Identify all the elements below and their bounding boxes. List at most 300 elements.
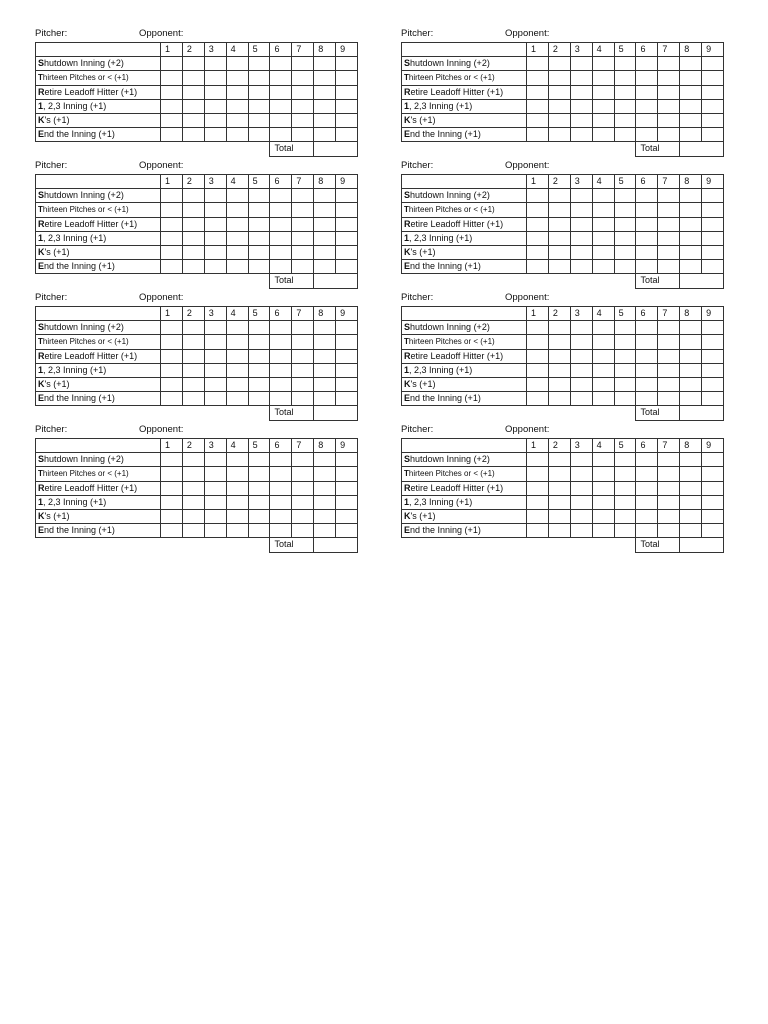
score-cell[interactable] (182, 71, 204, 85)
score-cell[interactable] (658, 85, 680, 99)
score-cell[interactable] (270, 85, 292, 99)
score-cell[interactable] (680, 349, 702, 363)
score-cell[interactable] (336, 85, 358, 99)
score-cell[interactable] (204, 481, 226, 495)
score-cell[interactable] (292, 203, 314, 217)
score-cell[interactable] (702, 128, 724, 142)
score-cell[interactable] (226, 453, 248, 467)
score-cell[interactable] (636, 453, 658, 467)
score-cell[interactable] (226, 524, 248, 538)
score-cell[interactable] (270, 99, 292, 113)
score-cell[interactable] (614, 260, 636, 274)
score-cell[interactable] (548, 128, 570, 142)
score-cell[interactable] (204, 321, 226, 335)
score-cell[interactable] (248, 128, 270, 142)
total-cell[interactable] (680, 406, 724, 420)
score-cell[interactable] (226, 231, 248, 245)
score-cell[interactable] (702, 335, 724, 349)
score-cell[interactable] (636, 128, 658, 142)
score-cell[interactable] (270, 349, 292, 363)
score-cell[interactable] (592, 363, 614, 377)
score-cell[interactable] (336, 189, 358, 203)
score-cell[interactable] (336, 509, 358, 523)
score-cell[interactable] (204, 113, 226, 127)
score-cell[interactable] (614, 71, 636, 85)
score-cell[interactable] (614, 231, 636, 245)
score-cell[interactable] (570, 57, 592, 71)
score-cell[interactable] (314, 363, 336, 377)
total-cell[interactable] (314, 142, 358, 156)
score-cell[interactable] (636, 495, 658, 509)
score-cell[interactable] (702, 99, 724, 113)
score-cell[interactable] (527, 467, 549, 481)
score-cell[interactable] (592, 245, 614, 259)
score-cell[interactable] (292, 113, 314, 127)
score-cell[interactable] (636, 85, 658, 99)
score-cell[interactable] (658, 321, 680, 335)
score-cell[interactable] (527, 335, 549, 349)
score-cell[interactable] (204, 71, 226, 85)
score-cell[interactable] (680, 453, 702, 467)
score-cell[interactable] (570, 321, 592, 335)
score-cell[interactable] (548, 321, 570, 335)
score-cell[interactable] (204, 335, 226, 349)
score-cell[interactable] (161, 99, 183, 113)
score-cell[interactable] (636, 509, 658, 523)
score-cell[interactable] (161, 189, 183, 203)
score-cell[interactable] (161, 509, 183, 523)
score-cell[interactable] (592, 128, 614, 142)
score-cell[interactable] (570, 349, 592, 363)
score-cell[interactable] (680, 377, 702, 391)
score-cell[interactable] (182, 363, 204, 377)
score-cell[interactable] (292, 453, 314, 467)
score-cell[interactable] (161, 245, 183, 259)
score-cell[interactable] (680, 245, 702, 259)
score-cell[interactable] (636, 71, 658, 85)
score-cell[interactable] (680, 203, 702, 217)
score-cell[interactable] (226, 217, 248, 231)
score-cell[interactable] (248, 509, 270, 523)
score-cell[interactable] (658, 203, 680, 217)
score-cell[interactable] (336, 57, 358, 71)
score-cell[interactable] (636, 321, 658, 335)
score-cell[interactable] (314, 481, 336, 495)
score-cell[interactable] (592, 71, 614, 85)
score-cell[interactable] (292, 99, 314, 113)
score-cell[interactable] (292, 481, 314, 495)
score-cell[interactable] (592, 509, 614, 523)
score-cell[interactable] (548, 392, 570, 406)
score-cell[interactable] (658, 349, 680, 363)
score-cell[interactable] (270, 335, 292, 349)
score-cell[interactable] (204, 189, 226, 203)
score-cell[interactable] (182, 189, 204, 203)
score-cell[interactable] (182, 245, 204, 259)
score-cell[interactable] (270, 189, 292, 203)
score-cell[interactable] (182, 260, 204, 274)
score-cell[interactable] (248, 71, 270, 85)
score-cell[interactable] (527, 203, 549, 217)
score-cell[interactable] (527, 481, 549, 495)
score-cell[interactable] (336, 453, 358, 467)
score-cell[interactable] (161, 57, 183, 71)
score-cell[interactable] (548, 524, 570, 538)
score-cell[interactable] (548, 231, 570, 245)
score-cell[interactable] (636, 524, 658, 538)
score-cell[interactable] (548, 99, 570, 113)
score-cell[interactable] (527, 113, 549, 127)
score-cell[interactable] (680, 231, 702, 245)
score-cell[interactable] (527, 217, 549, 231)
score-cell[interactable] (336, 217, 358, 231)
score-cell[interactable] (636, 99, 658, 113)
score-cell[interactable] (527, 321, 549, 335)
score-cell[interactable] (226, 335, 248, 349)
score-cell[interactable] (680, 113, 702, 127)
score-cell[interactable] (314, 203, 336, 217)
score-cell[interactable] (548, 467, 570, 481)
score-cell[interactable] (314, 71, 336, 85)
score-cell[interactable] (226, 71, 248, 85)
score-cell[interactable] (702, 467, 724, 481)
score-cell[interactable] (548, 245, 570, 259)
score-cell[interactable] (548, 217, 570, 231)
score-cell[interactable] (570, 128, 592, 142)
score-cell[interactable] (182, 231, 204, 245)
score-cell[interactable] (226, 481, 248, 495)
score-cell[interactable] (592, 113, 614, 127)
score-cell[interactable] (614, 335, 636, 349)
score-cell[interactable] (527, 495, 549, 509)
score-cell[interactable] (680, 128, 702, 142)
score-cell[interactable] (182, 349, 204, 363)
score-cell[interactable] (592, 392, 614, 406)
score-cell[interactable] (270, 113, 292, 127)
score-cell[interactable] (614, 128, 636, 142)
score-cell[interactable] (548, 481, 570, 495)
score-cell[interactable] (570, 363, 592, 377)
score-cell[interactable] (182, 481, 204, 495)
score-cell[interactable] (336, 203, 358, 217)
score-cell[interactable] (292, 231, 314, 245)
score-cell[interactable] (270, 453, 292, 467)
score-cell[interactable] (182, 467, 204, 481)
score-cell[interactable] (636, 335, 658, 349)
score-cell[interactable] (570, 85, 592, 99)
score-cell[interactable] (636, 260, 658, 274)
score-cell[interactable] (570, 113, 592, 127)
score-cell[interactable] (336, 231, 358, 245)
score-cell[interactable] (161, 524, 183, 538)
score-cell[interactable] (314, 99, 336, 113)
score-cell[interactable] (527, 231, 549, 245)
score-cell[interactable] (292, 71, 314, 85)
score-cell[interactable] (226, 57, 248, 71)
score-cell[interactable] (336, 524, 358, 538)
score-cell[interactable] (248, 335, 270, 349)
score-cell[interactable] (614, 85, 636, 99)
score-cell[interactable] (182, 321, 204, 335)
score-cell[interactable] (204, 57, 226, 71)
score-cell[interactable] (161, 481, 183, 495)
score-cell[interactable] (636, 113, 658, 127)
score-cell[interactable] (680, 467, 702, 481)
score-cell[interactable] (592, 203, 614, 217)
score-cell[interactable] (161, 392, 183, 406)
score-cell[interactable] (182, 335, 204, 349)
score-cell[interactable] (292, 467, 314, 481)
score-cell[interactable] (314, 57, 336, 71)
score-cell[interactable] (204, 99, 226, 113)
score-cell[interactable] (680, 495, 702, 509)
score-cell[interactable] (636, 57, 658, 71)
score-cell[interactable] (592, 321, 614, 335)
score-cell[interactable] (680, 260, 702, 274)
score-cell[interactable] (182, 217, 204, 231)
score-cell[interactable] (680, 481, 702, 495)
score-cell[interactable] (636, 363, 658, 377)
score-cell[interactable] (270, 392, 292, 406)
score-cell[interactable] (161, 203, 183, 217)
score-cell[interactable] (614, 524, 636, 538)
total-cell[interactable] (680, 538, 724, 552)
score-cell[interactable] (161, 453, 183, 467)
score-cell[interactable] (702, 85, 724, 99)
score-cell[interactable] (636, 203, 658, 217)
score-cell[interactable] (292, 245, 314, 259)
score-cell[interactable] (161, 231, 183, 245)
score-cell[interactable] (548, 113, 570, 127)
score-cell[interactable] (527, 509, 549, 523)
score-cell[interactable] (658, 495, 680, 509)
score-cell[interactable] (702, 524, 724, 538)
score-cell[interactable] (226, 377, 248, 391)
score-cell[interactable] (702, 377, 724, 391)
score-cell[interactable] (570, 189, 592, 203)
score-cell[interactable] (614, 467, 636, 481)
score-cell[interactable] (182, 509, 204, 523)
score-cell[interactable] (314, 524, 336, 538)
score-cell[interactable] (702, 509, 724, 523)
score-cell[interactable] (614, 217, 636, 231)
score-cell[interactable] (226, 189, 248, 203)
score-cell[interactable] (658, 335, 680, 349)
score-cell[interactable] (292, 377, 314, 391)
score-cell[interactable] (614, 321, 636, 335)
score-cell[interactable] (527, 245, 549, 259)
score-cell[interactable] (182, 57, 204, 71)
score-cell[interactable] (226, 392, 248, 406)
score-cell[interactable] (658, 392, 680, 406)
score-cell[interactable] (636, 231, 658, 245)
score-cell[interactable] (614, 203, 636, 217)
score-cell[interactable] (658, 467, 680, 481)
total-cell[interactable] (680, 142, 724, 156)
score-cell[interactable] (182, 85, 204, 99)
score-cell[interactable] (636, 392, 658, 406)
score-cell[interactable] (226, 467, 248, 481)
score-cell[interactable] (270, 203, 292, 217)
score-cell[interactable] (592, 481, 614, 495)
score-cell[interactable] (248, 524, 270, 538)
score-cell[interactable] (204, 245, 226, 259)
score-cell[interactable] (680, 71, 702, 85)
score-cell[interactable] (204, 467, 226, 481)
score-cell[interactable] (204, 217, 226, 231)
score-cell[interactable] (636, 217, 658, 231)
score-cell[interactable] (161, 260, 183, 274)
score-cell[interactable] (336, 377, 358, 391)
score-cell[interactable] (527, 57, 549, 71)
score-cell[interactable] (570, 231, 592, 245)
score-cell[interactable] (182, 113, 204, 127)
score-cell[interactable] (527, 99, 549, 113)
score-cell[interactable] (336, 99, 358, 113)
score-cell[interactable] (527, 453, 549, 467)
score-cell[interactable] (248, 363, 270, 377)
score-cell[interactable] (570, 260, 592, 274)
score-cell[interactable] (658, 363, 680, 377)
score-cell[interactable] (658, 231, 680, 245)
score-cell[interactable] (592, 453, 614, 467)
score-cell[interactable] (702, 245, 724, 259)
score-cell[interactable] (570, 203, 592, 217)
score-cell[interactable] (592, 217, 614, 231)
score-cell[interactable] (292, 392, 314, 406)
total-cell[interactable] (680, 274, 724, 288)
score-cell[interactable] (270, 128, 292, 142)
score-cell[interactable] (182, 128, 204, 142)
score-cell[interactable] (527, 377, 549, 391)
score-cell[interactable] (226, 128, 248, 142)
score-cell[interactable] (161, 349, 183, 363)
score-cell[interactable] (314, 335, 336, 349)
score-cell[interactable] (270, 377, 292, 391)
score-cell[interactable] (614, 363, 636, 377)
score-cell[interactable] (182, 495, 204, 509)
score-cell[interactable] (314, 377, 336, 391)
score-cell[interactable] (658, 71, 680, 85)
score-cell[interactable] (248, 481, 270, 495)
score-cell[interactable] (658, 99, 680, 113)
score-cell[interactable] (292, 57, 314, 71)
score-cell[interactable] (592, 524, 614, 538)
score-cell[interactable] (658, 481, 680, 495)
score-cell[interactable] (314, 349, 336, 363)
score-cell[interactable] (161, 363, 183, 377)
score-cell[interactable] (314, 231, 336, 245)
score-cell[interactable] (658, 217, 680, 231)
score-cell[interactable] (292, 189, 314, 203)
score-cell[interactable] (161, 495, 183, 509)
score-cell[interactable] (314, 453, 336, 467)
score-cell[interactable] (702, 231, 724, 245)
score-cell[interactable] (658, 377, 680, 391)
score-cell[interactable] (702, 349, 724, 363)
score-cell[interactable] (336, 245, 358, 259)
score-cell[interactable] (614, 495, 636, 509)
score-cell[interactable] (702, 392, 724, 406)
total-cell[interactable] (314, 406, 358, 420)
score-cell[interactable] (592, 99, 614, 113)
score-cell[interactable] (592, 495, 614, 509)
score-cell[interactable] (204, 495, 226, 509)
score-cell[interactable] (592, 349, 614, 363)
score-cell[interactable] (527, 524, 549, 538)
score-cell[interactable] (336, 335, 358, 349)
score-cell[interactable] (292, 260, 314, 274)
score-cell[interactable] (314, 113, 336, 127)
score-cell[interactable] (658, 509, 680, 523)
score-cell[interactable] (614, 245, 636, 259)
score-cell[interactable] (204, 349, 226, 363)
score-cell[interactable] (226, 363, 248, 377)
score-cell[interactable] (204, 377, 226, 391)
score-cell[interactable] (680, 509, 702, 523)
score-cell[interactable] (161, 113, 183, 127)
score-cell[interactable] (636, 245, 658, 259)
score-cell[interactable] (548, 509, 570, 523)
score-cell[interactable] (248, 349, 270, 363)
score-cell[interactable] (248, 377, 270, 391)
score-cell[interactable] (336, 349, 358, 363)
score-cell[interactable] (248, 203, 270, 217)
score-cell[interactable] (614, 57, 636, 71)
score-cell[interactable] (161, 85, 183, 99)
score-cell[interactable] (336, 113, 358, 127)
score-cell[interactable] (702, 203, 724, 217)
score-cell[interactable] (548, 260, 570, 274)
score-cell[interactable] (226, 260, 248, 274)
score-cell[interactable] (226, 85, 248, 99)
score-cell[interactable] (248, 321, 270, 335)
score-cell[interactable] (270, 260, 292, 274)
score-cell[interactable] (226, 245, 248, 259)
score-cell[interactable] (592, 467, 614, 481)
score-cell[interactable] (182, 453, 204, 467)
score-cell[interactable] (548, 363, 570, 377)
score-cell[interactable] (614, 377, 636, 391)
score-cell[interactable] (204, 85, 226, 99)
score-cell[interactable] (204, 392, 226, 406)
score-cell[interactable] (182, 99, 204, 113)
score-cell[interactable] (226, 203, 248, 217)
score-cell[interactable] (636, 467, 658, 481)
score-cell[interactable] (680, 57, 702, 71)
score-cell[interactable] (614, 189, 636, 203)
score-cell[interactable] (161, 321, 183, 335)
score-cell[interactable] (226, 495, 248, 509)
score-cell[interactable] (336, 481, 358, 495)
score-cell[interactable] (314, 321, 336, 335)
score-cell[interactable] (336, 467, 358, 481)
score-cell[interactable] (548, 189, 570, 203)
score-cell[interactable] (592, 85, 614, 99)
score-cell[interactable] (270, 231, 292, 245)
score-cell[interactable] (292, 217, 314, 231)
score-cell[interactable] (658, 113, 680, 127)
score-cell[interactable] (270, 524, 292, 538)
score-cell[interactable] (702, 481, 724, 495)
score-cell[interactable] (314, 467, 336, 481)
score-cell[interactable] (292, 495, 314, 509)
score-cell[interactable] (248, 453, 270, 467)
score-cell[interactable] (270, 245, 292, 259)
score-cell[interactable] (314, 85, 336, 99)
score-cell[interactable] (592, 189, 614, 203)
score-cell[interactable] (270, 363, 292, 377)
